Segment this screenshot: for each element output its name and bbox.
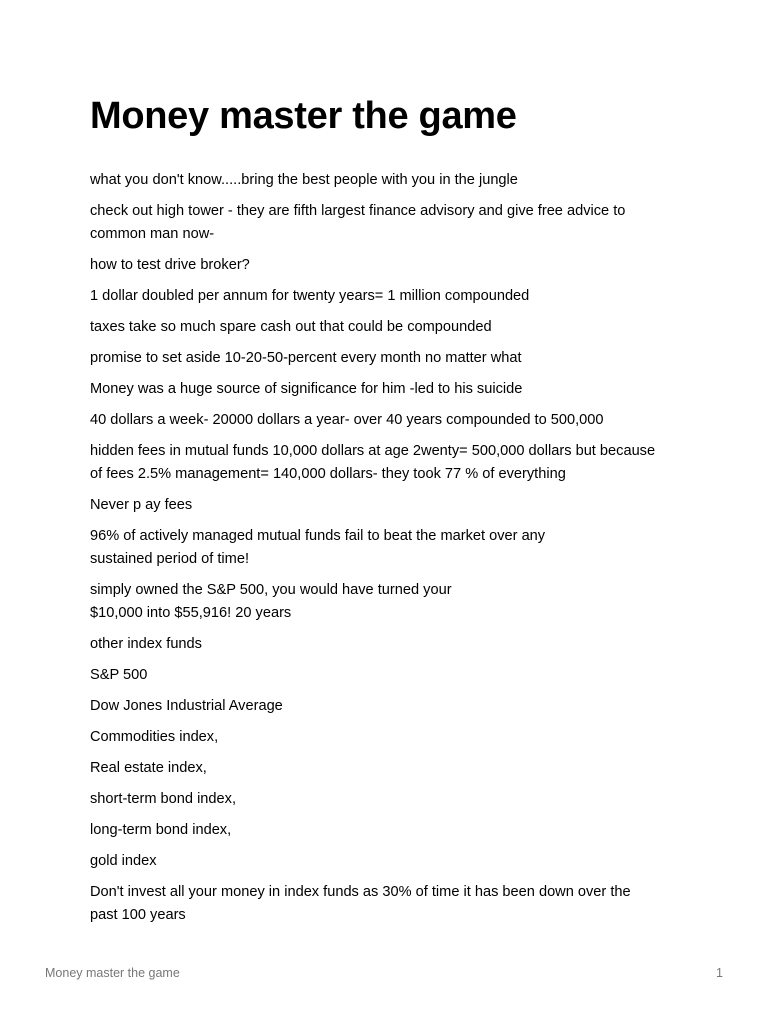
document-body [90, 169, 690, 935]
paragraph: long-term bond index, [90, 822, 232, 838]
paragraph: gold index [90, 853, 157, 869]
paragraph: Dow Jones Industrial Average [90, 698, 283, 714]
paragraph: Money was a huge source of significance for him -led to his suicide [90, 381, 523, 397]
paragraph: check out high tower - they are fifth largest finance advisory and give free advice to common man now- [90, 203, 626, 242]
paragraph: Commodities index, [90, 729, 219, 745]
paragraph: Never p ay fees [90, 497, 193, 513]
paragraph: promise to set aside 10-20-50-percent every month no matter what [90, 350, 522, 366]
paragraph: 40 dollars a week- 20000 dollars a year- over 40 years compounded to 500,000 [90, 412, 604, 428]
paragraph: simply owned the S&P 500, you would have turned your $10,000 into $55,916! 20 years [90, 582, 452, 621]
footer-page-number: 1 [716, 966, 723, 980]
page-title: Money master the game [90, 95, 517, 137]
paragraph: S&P 500 [90, 667, 148, 683]
paragraph: other index funds [90, 636, 202, 652]
paragraph: 96% of actively managed mutual funds fail to beat the market over any sustained period of time! [90, 528, 546, 567]
paragraph: short-term bond index, [90, 791, 237, 807]
paragraph: Real estate index, [90, 760, 207, 776]
paragraph: what you don't know.....bring the best people with you in the jungle [90, 172, 518, 188]
paragraph: 1 dollar doubled per annum for twenty years= 1 million compounded [90, 288, 530, 304]
paragraph: how to test drive broker? [90, 257, 250, 273]
paragraph: taxes take so much spare cash out that could be compounded [90, 319, 492, 335]
paragraph: Don't invest all your money in index funds as 30% of time it has been down over the past 100 years [90, 884, 631, 923]
footer-title: Money master the game [45, 966, 180, 980]
paragraph: hidden fees in mutual funds 10,000 dollars at age 2wenty= 500,000 dollars but because of fees 2.5% management= 140,000 dollars- they took 77 % of everything [90, 443, 656, 482]
